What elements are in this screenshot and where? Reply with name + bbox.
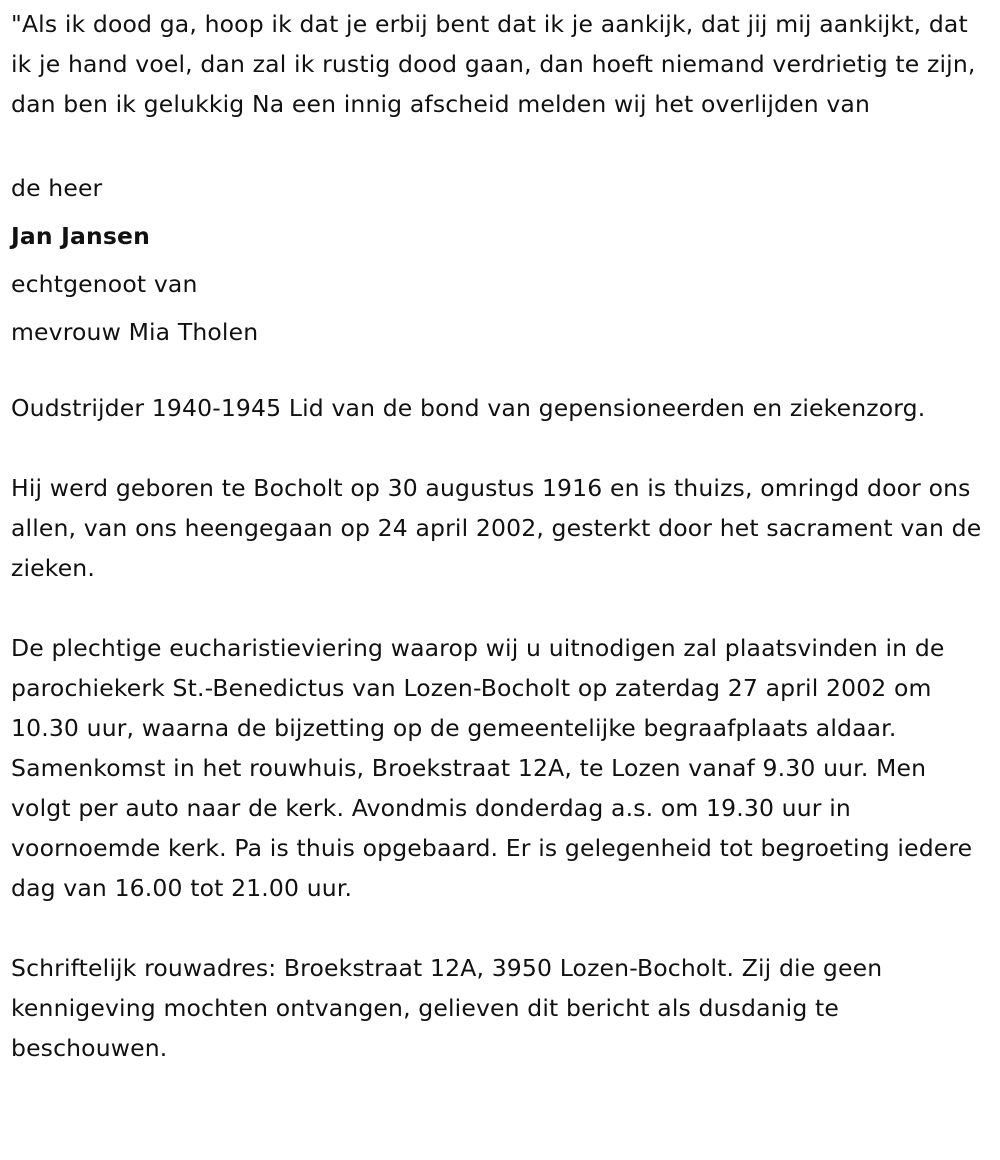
honorific: de heer [11,174,103,202]
ceremony-paragraph: De plechtige eucharistieviering waarop wij u uitnodigen zal plaatsvinden in de parochiekerk St.-Benedictus van Lozen-Bocholt op zaterdag 27 april 2002 om 10.30 uur, waarna de bijzetting op de gemeentelijke begraafplaats aldaar. Samenkomst in het rouwhuis, Broekstraat 12A, te Lozen vanaf 9.30 uur. Men volgt per auto naar de kerk. Avondmis donderdag a.s. om 19.30 uur in voornoemde kerk. Pa is thuis opgebaard. Er is gelegenheid tot begroeting iedere dag van 16.00 tot 21.00 uur. [11,634,973,902]
deceased-name: Jan Jansen [11,222,151,250]
spacer [11,356,993,388]
spouse-name: mevrouw Mia Tholen [11,318,259,346]
spacer [11,908,993,948]
deceased-block [11,164,993,356]
intro-quote: "Als ik dood ga, hoop ik dat je erbij bent dat ik je aankijk, dat jij mij aankijkt, dat ik je hand voel, dan zal ik rustig dood gaan, dan hoeft niemand verdrietig te zijn, dan ben ik gelukkig Na een innig afscheid melden wij het overlijden van [11,10,976,118]
spacer [11,428,993,468]
spacer [11,124,993,164]
affiliation-paragraph: Oudstrijder 1940-1945 Lid van de bond van gepensioneerden en ziekenzorg. [11,394,926,422]
address-paragraph: Schriftelijk rouwadres: Broekstraat 12A, 3950 Lozen-Bocholt. Zij die geen kennigeving mochten ontvangen, gelieven dit bericht als dusdanig te beschouwen. [11,954,883,1062]
relation-label: echtgenoot van [11,270,198,298]
obituary-notice [11,4,993,1068]
life-paragraph: Hij werd geboren te Bocholt op 30 augustus 1916 en is thuizs, omringd door ons allen, van ons heengegaan op 24 april 2002, gesterkt door het sacrament van de zieken. [11,474,982,582]
spacer [11,588,993,628]
